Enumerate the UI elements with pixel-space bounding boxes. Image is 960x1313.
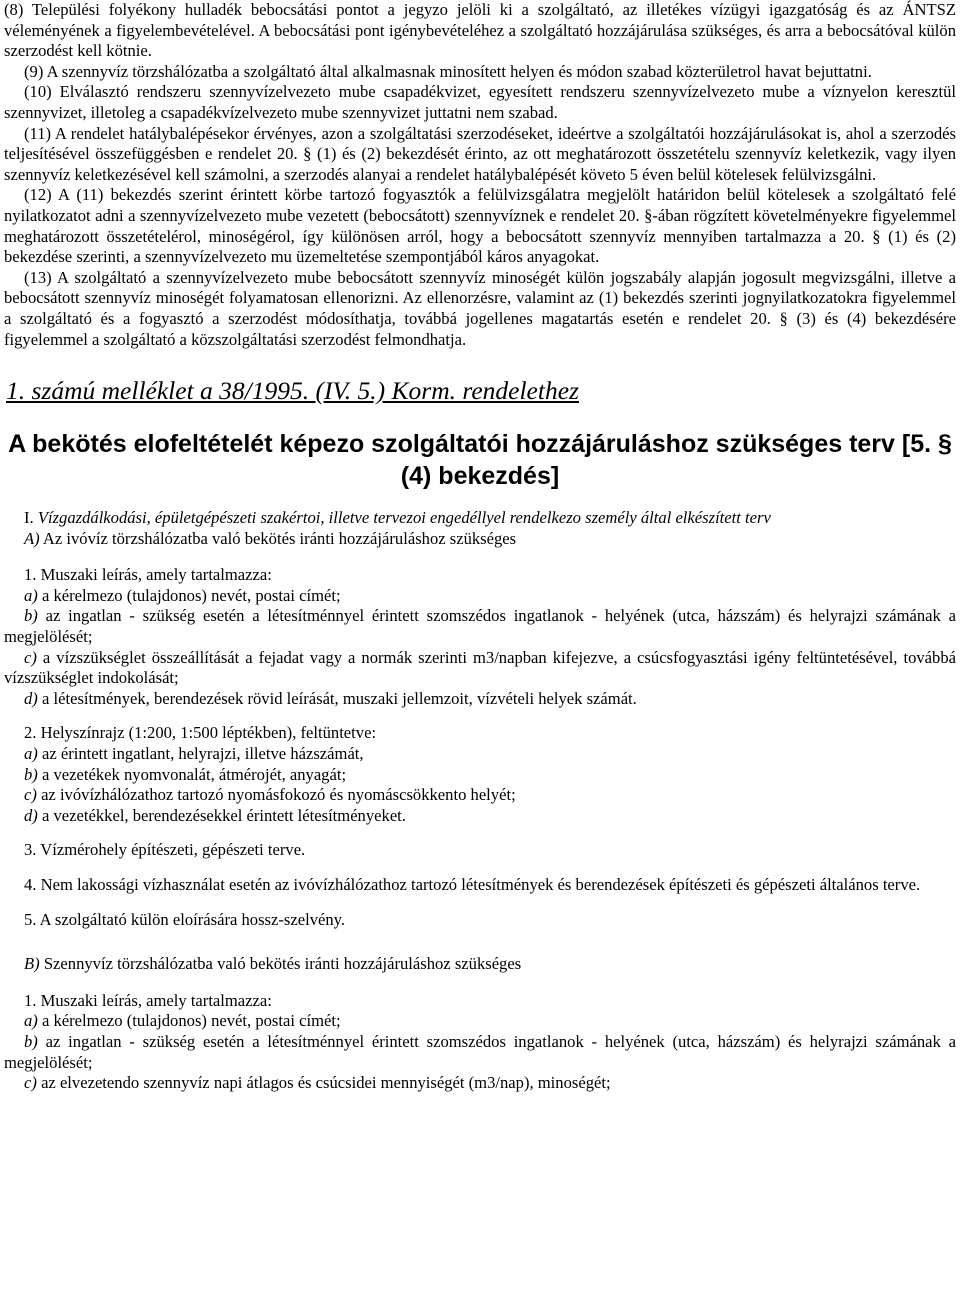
list-letter: c): [24, 1073, 37, 1093]
paragraph-8-part-2: A bebocsátási pont igénybevételéhez a szolgáltató hozzájárulása szükséges, és arra a bebocsátóval külön szerzodést kell kötnie.: [4, 20, 956, 61]
sub-a-item-2b: [4, 765, 956, 786]
sub-a-letter: A): [24, 528, 40, 548]
sub-a-item-2: 2. Helyszínrajz (1:200, 1:500 léptékben), feltüntetve:: [24, 723, 377, 743]
paragraph-13: (13) A szolgáltató a szennyvízelvezeto mube bebocsátott szennyvíz minoségét külön jogszabály alapján jogosult megvizsgálni, illetve a bebocsátott szennyvíz minoségét folyamatosan ellenorizni. Az ellenorzésre, valamint az (1) bekezdés szerinti jognyilatkozatokra figyelemmel a szolgáltató és a fogyasztó a szerzodést módosíthatja, továbbá jogellenes magatartás esetén e rendelet 20. § (3) és (4) bekezdésére figyelemmel a szolgáltató a közszolgáltatási szerzodést felmondhatja.: [4, 267, 956, 349]
list-text: a vezetékek nyomvonalát, átmérojét, anyagát;: [41, 764, 347, 784]
section-i-heading: [4, 508, 956, 529]
list-letter: a): [24, 744, 38, 764]
list-letter: d): [24, 805, 38, 825]
paragraph-12: (12) A (11) bekezdés szerint érintett körbe tartozó fogyasztók a felülvizsgálatra megjelölt határidon belül kötelesek a szolgáltató felé nyilatkozatot adni a szennyvízelvezeto mube vezetett (bebocsátott) szennyvíznek e rendelet 20. §-ában rögzített követelményekre figyelemmel meghatározott összetételérol, minoségérol, így különösen arról, hogy a bebocsátott szennyvíz mennyiben tartalmazza a 20. § (1) és (2) bekezdése szerinti, a szennyvízelvezeto mu üzemeltetése szempontjából káros anyagokat.: [4, 185, 956, 267]
paragraph-10: (10) Elválasztó rendszeru szennyvízelvezeto mube csapadékvizet, egyesített rendszeru szennyvízelvezeto mube a víznyelon keresztül szennyvizet, illetoleg a csapadékvízelvezeto mube szennyvizet juttatni nem szabad.: [4, 82, 956, 122]
list-text: az ingatlan - szükség esetén a létesítménnyel érintett szomszédos ingatlanok - helyének (utca, házszám) és helyrajzi számának a megjelölését;: [4, 1031, 956, 1072]
list-text: az érintett ingatlant, helyrajzi, illetve házszámát,: [41, 744, 364, 764]
sub-b-item-1a: [4, 1011, 956, 1032]
list-letter: b): [24, 1031, 38, 1051]
sub-a-item-3: 3. Vízmérohely építészeti, gépészeti terve.: [24, 840, 306, 860]
list-letter: d): [24, 688, 38, 708]
list-text: a vezetékkel, berendezésekkel érintett létesítményeket.: [41, 805, 406, 825]
sub-b-item-1: 1. Muszaki leírás, amely tartalmazza:: [24, 990, 272, 1010]
sub-b-heading: [4, 954, 956, 975]
sub-a-text: Az ivóvíz törzshálózatba való bekötés iránti hozzájáruláshoz szükséges: [42, 528, 517, 548]
main-title: A bekötés elofeltételét képezo szolgáltatói hozzájáruláshoz szükséges terv [5. § (4) bekezdés]: [8, 430, 952, 491]
sub-a-item-2a: [4, 744, 956, 765]
sub-a-item-2c: [4, 785, 956, 806]
list-text: az elvezetendo szennyvíz napi átlagos és csúcsidei mennyiségét (m3/nap), minoségét;: [41, 1073, 611, 1093]
list-text: az ivóvízhálózathoz tartozó nyomásfokozó és nyomáscsökkento helyét;: [41, 785, 516, 805]
section-i-number: I.: [24, 508, 34, 528]
document-page: [4, 0, 956, 1094]
list-text: a vízszükséglet összeállítását a fejadat vagy a normák szerinti m3/napban kifejezve, a csúcsfogyasztási igény feltüntetésével, továbbá vízszükséglet indokolását;: [4, 647, 956, 688]
list-letter: b): [24, 606, 38, 626]
list-letter: b): [24, 764, 38, 784]
list-text: az ingatlan - szükség esetén a létesítménnyel érintett szomszédos ingatlanok - helyének (utca, házszám) és helyrajzi számának a megjelölését;: [4, 606, 956, 647]
paragraph-11: (11) A rendelet hatálybalépésekor érvényes, azon a szolgáltatási szerzodéseket, ideértve a szolgáltatói hozzájárulásokat is, ahol a szerzodés teljesítésével összefüggésben e rendelet 20. § (1) és (2) bekezdését érinto, az ott meghatározott összetételu szennyvíz keletkezik, vagy ilyen szennyvíz keletkezésével kell számolni, a szerzodés alanyai a rendelet hatálybalépését követo 5 éven belül kötelesek felülvizsgálni.: [4, 123, 956, 184]
list-letter: c): [24, 785, 37, 805]
section-i-text: Vízgazdálkodási, épületgépészeti szakértoi, illetve tervezoi engedéllyel rendelkezo személy által elkészített terv: [37, 508, 771, 528]
sub-b-item-1c: [4, 1073, 956, 1094]
list-text: a kérelmezo (tulajdonos) nevét, postai címét;: [41, 585, 341, 605]
paragraph-8: [4, 0, 956, 62]
list-letter: a): [24, 1011, 38, 1031]
list-letter: a): [24, 585, 38, 605]
list-text: a kérelmezo (tulajdonos) nevét, postai címét;: [41, 1011, 341, 1031]
list-text: a létesítmények, berendezések rövid leírását, muszaki jellemzoit, vízvételi helyek számát.: [41, 688, 637, 708]
sub-a-item-1b: [4, 606, 956, 647]
sub-a-item-2d: [4, 806, 956, 827]
sub-a-item-1: 1. Muszaki leírás, amely tartalmazza:: [24, 565, 272, 585]
sub-b-text: Szennyvíz törzshálózatba való bekötés iránti hozzájáruláshoz szükséges: [43, 954, 522, 974]
sub-a-item-4: 4. Nem lakossági vízhasználat esetén az ivóvízhálózathoz tartozó létesítmények és berendezések építészeti és gépészeti általános terve.: [24, 875, 921, 894]
sub-a-item-5: 5. A szolgáltató külön eloírására hossz-szelvény.: [24, 909, 346, 929]
sub-a-item-1c: [4, 648, 956, 689]
paragraph-8-part-1: (8) Települési folyékony hulladék bebocsátási pontot a jegyzo jelöli ki a szolgáltató, az illetékes vízügyi igazgatóság és az ÁNTSZ véleményének a figyelembevételével.: [4, 0, 956, 40]
sub-b-letter: B): [24, 954, 40, 974]
sub-a-item-1a: [4, 586, 956, 607]
annex-title: 1. számú melléklet a 38/1995. (IV. 5.) Korm. rendelethez: [6, 376, 579, 406]
sub-b-item-1b: [4, 1032, 956, 1073]
sub-a-heading: [4, 529, 956, 550]
list-letter: c): [24, 647, 37, 667]
sub-a-item-1d: [4, 689, 956, 710]
paragraph-9: (9) A szennyvíz törzshálózatba a szolgáltató által alkalmasnak minosített helyen és módon szabad közterületrol havat bejuttatni.: [24, 61, 872, 81]
